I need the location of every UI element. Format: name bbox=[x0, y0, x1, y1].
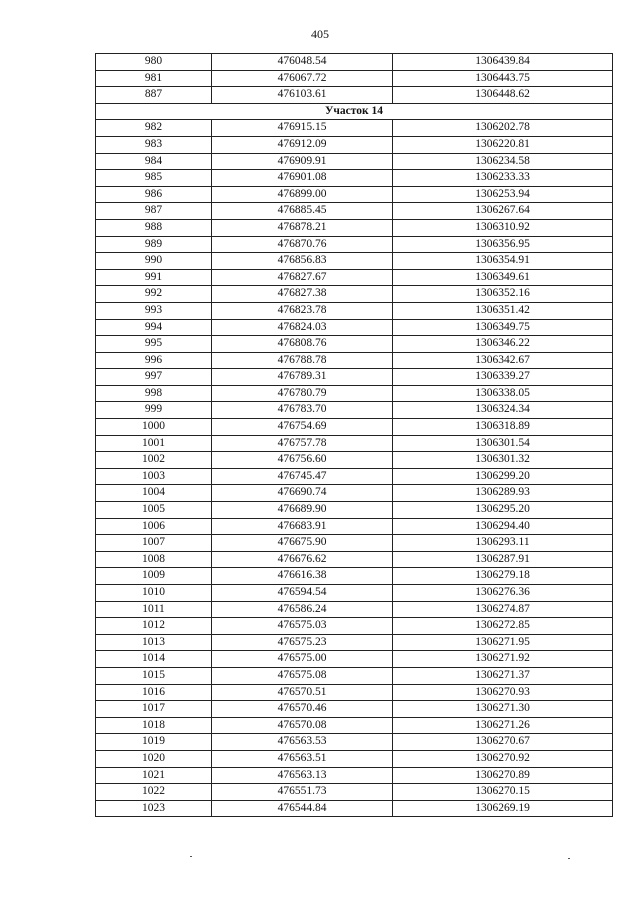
y-coordinate-cell: 1306339.27 bbox=[393, 369, 613, 386]
table-row bbox=[96, 302, 613, 319]
y-coordinate-cell: 1306354.91 bbox=[393, 253, 613, 270]
table-row bbox=[96, 750, 613, 767]
x-coordinate-cell: 476616.38 bbox=[212, 568, 393, 585]
point-number-cell: 999 bbox=[96, 402, 212, 419]
x-coordinate-cell: 476899.00 bbox=[212, 186, 393, 203]
x-coordinate-cell: 476563.53 bbox=[212, 734, 393, 751]
coordinates-table bbox=[95, 53, 613, 817]
point-number-cell: 983 bbox=[96, 136, 212, 153]
table-row bbox=[96, 502, 613, 519]
x-coordinate-cell: 476683.91 bbox=[212, 518, 393, 535]
x-coordinate-cell: 476067.72 bbox=[212, 70, 393, 87]
point-number-cell: 1011 bbox=[96, 601, 212, 618]
point-number-cell: 1023 bbox=[96, 800, 212, 817]
point-number-cell: 1002 bbox=[96, 452, 212, 469]
x-coordinate-cell: 476878.21 bbox=[212, 219, 393, 236]
point-number-cell: 1013 bbox=[96, 634, 212, 651]
table-row bbox=[96, 87, 613, 104]
point-number-cell: 997 bbox=[96, 369, 212, 386]
x-coordinate-cell: 476048.54 bbox=[212, 54, 393, 71]
y-coordinate-cell: 1306299.20 bbox=[393, 468, 613, 485]
point-number-cell: 987 bbox=[96, 203, 212, 220]
y-coordinate-cell: 1306271.37 bbox=[393, 667, 613, 684]
y-coordinate-cell: 1306448.62 bbox=[393, 87, 613, 104]
table-body-before-section bbox=[96, 54, 613, 104]
point-number-cell: 1017 bbox=[96, 701, 212, 718]
x-coordinate-cell: 476676.62 bbox=[212, 551, 393, 568]
scan-speck bbox=[190, 856, 192, 857]
point-number-cell: 1021 bbox=[96, 767, 212, 784]
y-coordinate-cell: 1306351.42 bbox=[393, 302, 613, 319]
table-row bbox=[96, 336, 613, 353]
table-row bbox=[96, 518, 613, 535]
section-title: Участок 14 bbox=[96, 103, 613, 120]
x-coordinate-cell: 476689.90 bbox=[212, 502, 393, 519]
scan-speck bbox=[568, 858, 570, 859]
y-coordinate-cell: 1306279.18 bbox=[393, 568, 613, 585]
x-coordinate-cell: 476870.76 bbox=[212, 236, 393, 253]
table-row bbox=[96, 402, 613, 419]
table-row bbox=[96, 784, 613, 801]
y-coordinate-cell: 1306349.75 bbox=[393, 319, 613, 336]
point-number-cell: 990 bbox=[96, 253, 212, 270]
point-number-cell: 991 bbox=[96, 269, 212, 286]
table-row bbox=[96, 203, 613, 220]
y-coordinate-cell: 1306233.33 bbox=[393, 170, 613, 187]
x-coordinate-cell: 476575.23 bbox=[212, 634, 393, 651]
x-coordinate-cell: 476909.91 bbox=[212, 153, 393, 170]
table-row bbox=[96, 734, 613, 751]
y-coordinate-cell: 1306352.16 bbox=[393, 286, 613, 303]
point-number-cell: 984 bbox=[96, 153, 212, 170]
y-coordinate-cell: 1306301.32 bbox=[393, 452, 613, 469]
point-number-cell: 993 bbox=[96, 302, 212, 319]
point-number-cell: 1001 bbox=[96, 435, 212, 452]
table-row bbox=[96, 618, 613, 635]
point-number-cell: 981 bbox=[96, 70, 212, 87]
x-coordinate-cell: 476563.13 bbox=[212, 767, 393, 784]
y-coordinate-cell: 1306439.84 bbox=[393, 54, 613, 71]
y-coordinate-cell: 1306346.22 bbox=[393, 336, 613, 353]
x-coordinate-cell: 476103.61 bbox=[212, 87, 393, 104]
table-row bbox=[96, 684, 613, 701]
table-row bbox=[96, 767, 613, 784]
x-coordinate-cell: 476788.78 bbox=[212, 352, 393, 369]
table-row bbox=[96, 352, 613, 369]
point-number-cell: 1005 bbox=[96, 502, 212, 519]
x-coordinate-cell: 476856.83 bbox=[212, 253, 393, 270]
point-number-cell: 1019 bbox=[96, 734, 212, 751]
point-number-cell: 988 bbox=[96, 219, 212, 236]
y-coordinate-cell: 1306220.81 bbox=[393, 136, 613, 153]
y-coordinate-cell: 1306276.36 bbox=[393, 585, 613, 602]
y-coordinate-cell: 1306342.67 bbox=[393, 352, 613, 369]
point-number-cell: 1014 bbox=[96, 651, 212, 668]
point-number-cell: 1020 bbox=[96, 750, 212, 767]
table-row bbox=[96, 468, 613, 485]
x-coordinate-cell: 476575.00 bbox=[212, 651, 393, 668]
y-coordinate-cell: 1306270.67 bbox=[393, 734, 613, 751]
y-coordinate-cell: 1306443.75 bbox=[393, 70, 613, 87]
table-row bbox=[96, 236, 613, 253]
point-number-cell: 1022 bbox=[96, 784, 212, 801]
y-coordinate-cell: 1306272.85 bbox=[393, 618, 613, 635]
x-coordinate-cell: 476780.79 bbox=[212, 385, 393, 402]
y-coordinate-cell: 1306287.91 bbox=[393, 551, 613, 568]
point-number-cell: 1018 bbox=[96, 717, 212, 734]
point-number-cell: 1012 bbox=[96, 618, 212, 635]
x-coordinate-cell: 476586.24 bbox=[212, 601, 393, 618]
point-number-cell: 1003 bbox=[96, 468, 212, 485]
y-coordinate-cell: 1306271.92 bbox=[393, 651, 613, 668]
y-coordinate-cell: 1306301.54 bbox=[393, 435, 613, 452]
table-row bbox=[96, 585, 613, 602]
x-coordinate-cell: 476912.09 bbox=[212, 136, 393, 153]
table-row bbox=[96, 286, 613, 303]
table-row bbox=[96, 701, 613, 718]
table-row bbox=[96, 54, 613, 71]
table-row bbox=[96, 136, 613, 153]
x-coordinate-cell: 476745.47 bbox=[212, 468, 393, 485]
x-coordinate-cell: 476915.15 bbox=[212, 120, 393, 137]
section-header-body bbox=[96, 103, 613, 120]
y-coordinate-cell: 1306289.93 bbox=[393, 485, 613, 502]
table-row bbox=[96, 634, 613, 651]
point-number-cell: 989 bbox=[96, 236, 212, 253]
point-number-cell: 1006 bbox=[96, 518, 212, 535]
x-coordinate-cell: 476563.51 bbox=[212, 750, 393, 767]
table-row bbox=[96, 319, 613, 336]
table-row bbox=[96, 369, 613, 386]
point-number-cell: 995 bbox=[96, 336, 212, 353]
point-number-cell: 1004 bbox=[96, 485, 212, 502]
table-row bbox=[96, 253, 613, 270]
x-coordinate-cell: 476827.38 bbox=[212, 286, 393, 303]
x-coordinate-cell: 476756.60 bbox=[212, 452, 393, 469]
table-row bbox=[96, 170, 613, 187]
x-coordinate-cell: 476808.76 bbox=[212, 336, 393, 353]
y-coordinate-cell: 1306271.30 bbox=[393, 701, 613, 718]
table-row bbox=[96, 120, 613, 137]
x-coordinate-cell: 476690.74 bbox=[212, 485, 393, 502]
table-row bbox=[96, 651, 613, 668]
y-coordinate-cell: 1306271.95 bbox=[393, 634, 613, 651]
point-number-cell: 1000 bbox=[96, 419, 212, 436]
y-coordinate-cell: 1306267.64 bbox=[393, 203, 613, 220]
x-coordinate-cell: 476551.73 bbox=[212, 784, 393, 801]
table-row bbox=[96, 601, 613, 618]
table-row bbox=[96, 452, 613, 469]
point-number-cell: 1010 bbox=[96, 585, 212, 602]
x-coordinate-cell: 476885.45 bbox=[212, 203, 393, 220]
y-coordinate-cell: 1306310.92 bbox=[393, 219, 613, 236]
x-coordinate-cell: 476757.78 bbox=[212, 435, 393, 452]
x-coordinate-cell: 476789.31 bbox=[212, 369, 393, 386]
table-row bbox=[96, 385, 613, 402]
table-body-section-points bbox=[96, 120, 613, 817]
point-number-cell: 992 bbox=[96, 286, 212, 303]
x-coordinate-cell: 476783.70 bbox=[212, 402, 393, 419]
y-coordinate-cell: 1306356.95 bbox=[393, 236, 613, 253]
x-coordinate-cell: 476570.08 bbox=[212, 717, 393, 734]
point-number-cell: 1015 bbox=[96, 667, 212, 684]
section-header-row bbox=[96, 103, 613, 120]
table-row bbox=[96, 419, 613, 436]
x-coordinate-cell: 476570.51 bbox=[212, 684, 393, 701]
table-row bbox=[96, 717, 613, 734]
table-row bbox=[96, 568, 613, 585]
point-number-cell: 998 bbox=[96, 385, 212, 402]
x-coordinate-cell: 476570.46 bbox=[212, 701, 393, 718]
y-coordinate-cell: 1306270.93 bbox=[393, 684, 613, 701]
point-number-cell: 980 bbox=[96, 54, 212, 71]
table-row bbox=[96, 551, 613, 568]
y-coordinate-cell: 1306234.58 bbox=[393, 153, 613, 170]
y-coordinate-cell: 1306270.92 bbox=[393, 750, 613, 767]
point-number-cell: 996 bbox=[96, 352, 212, 369]
x-coordinate-cell: 476575.03 bbox=[212, 618, 393, 635]
point-number-cell: 1016 bbox=[96, 684, 212, 701]
table-row bbox=[96, 186, 613, 203]
page-number: 405 bbox=[311, 27, 329, 41]
point-number-cell: 985 bbox=[96, 170, 212, 187]
x-coordinate-cell: 476823.78 bbox=[212, 302, 393, 319]
y-coordinate-cell: 1306338.05 bbox=[393, 385, 613, 402]
y-coordinate-cell: 1306270.15 bbox=[393, 784, 613, 801]
y-coordinate-cell: 1306318.89 bbox=[393, 419, 613, 436]
x-coordinate-cell: 476575.08 bbox=[212, 667, 393, 684]
table-row bbox=[96, 70, 613, 87]
y-coordinate-cell: 1306349.61 bbox=[393, 269, 613, 286]
table-row bbox=[96, 219, 613, 236]
point-number-cell: 1008 bbox=[96, 551, 212, 568]
y-coordinate-cell: 1306270.89 bbox=[393, 767, 613, 784]
x-coordinate-cell: 476754.69 bbox=[212, 419, 393, 436]
y-coordinate-cell: 1306202.78 bbox=[393, 120, 613, 137]
y-coordinate-cell: 1306269.19 bbox=[393, 800, 613, 817]
table-row bbox=[96, 800, 613, 817]
y-coordinate-cell: 1306294.40 bbox=[393, 518, 613, 535]
x-coordinate-cell: 476675.90 bbox=[212, 535, 393, 552]
point-number-cell: 982 bbox=[96, 120, 212, 137]
table-row bbox=[96, 485, 613, 502]
y-coordinate-cell: 1306253.94 bbox=[393, 186, 613, 203]
y-coordinate-cell: 1306295.20 bbox=[393, 502, 613, 519]
y-coordinate-cell: 1306271.26 bbox=[393, 717, 613, 734]
x-coordinate-cell: 476827.67 bbox=[212, 269, 393, 286]
table-row bbox=[96, 535, 613, 552]
x-coordinate-cell: 476901.08 bbox=[212, 170, 393, 187]
point-number-cell: 1007 bbox=[96, 535, 212, 552]
y-coordinate-cell: 1306274.87 bbox=[393, 601, 613, 618]
table-row bbox=[96, 269, 613, 286]
table-row bbox=[96, 667, 613, 684]
point-number-cell: 994 bbox=[96, 319, 212, 336]
table-row bbox=[96, 153, 613, 170]
x-coordinate-cell: 476824.03 bbox=[212, 319, 393, 336]
y-coordinate-cell: 1306324.34 bbox=[393, 402, 613, 419]
y-coordinate-cell: 1306293.11 bbox=[393, 535, 613, 552]
point-number-cell: 986 bbox=[96, 186, 212, 203]
table-row bbox=[96, 435, 613, 452]
point-number-cell: 887 bbox=[96, 87, 212, 104]
x-coordinate-cell: 476594.54 bbox=[212, 585, 393, 602]
point-number-cell: 1009 bbox=[96, 568, 212, 585]
x-coordinate-cell: 476544.84 bbox=[212, 800, 393, 817]
